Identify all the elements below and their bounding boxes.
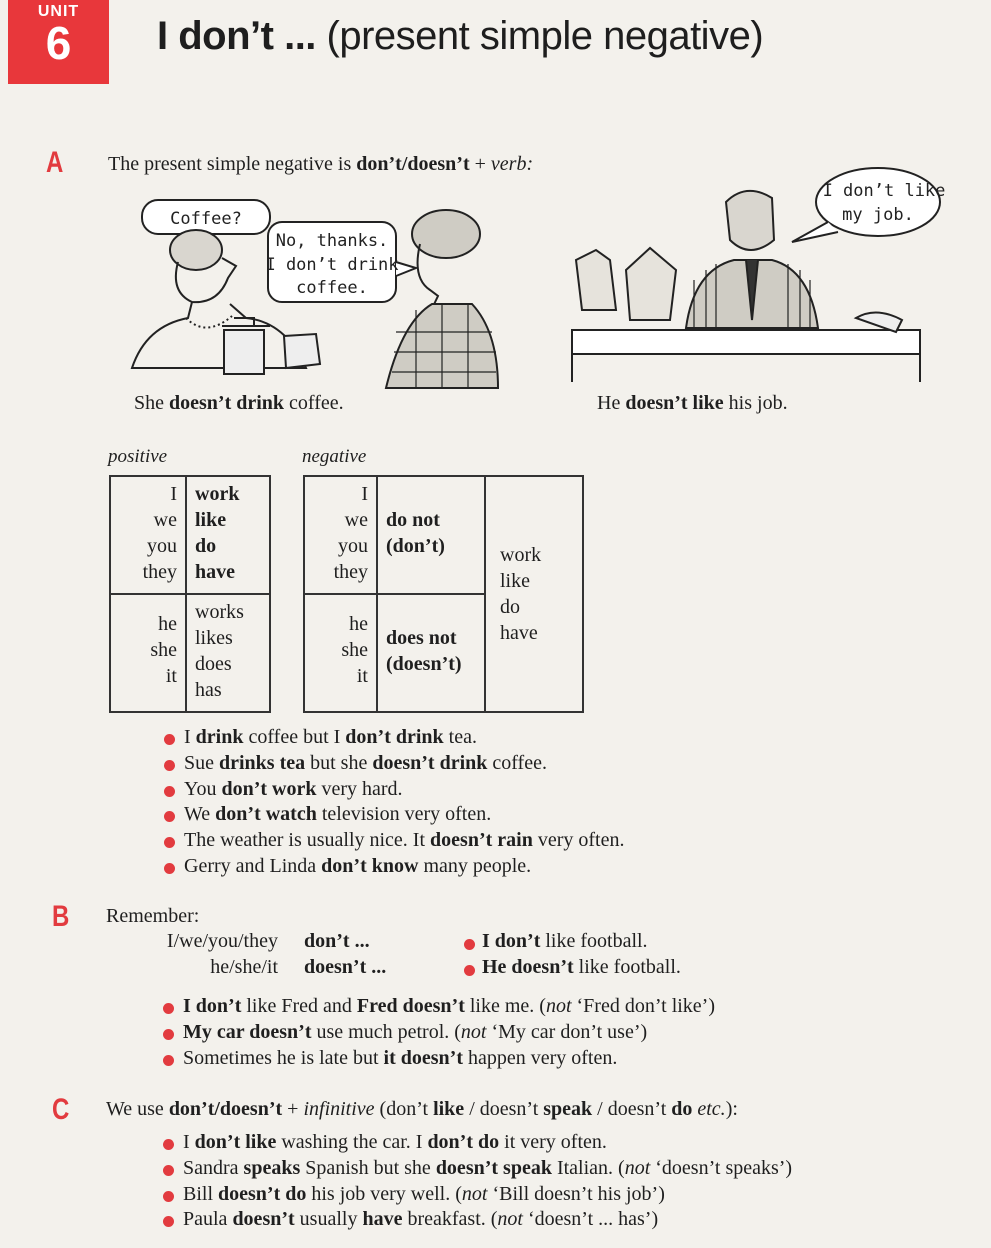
remember-pronouns: I/we/you/they bbox=[166, 930, 278, 952]
caption-text: his job. bbox=[723, 392, 788, 414]
verb: do bbox=[500, 596, 520, 618]
pronoun: she bbox=[341, 639, 368, 661]
negative-pronouns-1 bbox=[304, 476, 377, 594]
bubble-line-2: I don’t drink bbox=[265, 255, 399, 275]
bubble-tail bbox=[396, 262, 416, 276]
verb: have bbox=[500, 622, 538, 644]
example-sentence: Sometimes he is late but it doesn’t happen very often. bbox=[163, 1046, 715, 1072]
right-caption bbox=[597, 392, 788, 415]
section-c-intro: We use don’t/doesn’t + infinitive (don’t like / doesn’t speak / doesn’t do etc.): bbox=[106, 1098, 738, 1120]
pronoun: you bbox=[338, 535, 368, 557]
example-sentence: Paula doesn’t usually have breakfast. (not ‘doesn’t ... has’) bbox=[163, 1207, 792, 1233]
remember-row bbox=[136, 956, 681, 982]
negative-form: (doesn’t) bbox=[386, 653, 462, 675]
example-sentence: Gerry and Linda don’t know many people. bbox=[164, 854, 624, 880]
section-c-examples bbox=[163, 1130, 792, 1233]
bubble-line-3: coffee. bbox=[296, 278, 368, 298]
caption-text: She bbox=[134, 392, 169, 414]
example-sentence: The weather is usually nice. It doesn’t rain very often. bbox=[164, 828, 624, 854]
positive-pronouns-2 bbox=[110, 594, 186, 712]
title-bold: I don’t ... bbox=[157, 14, 316, 58]
positive-table bbox=[109, 475, 271, 713]
verb: has bbox=[195, 679, 222, 701]
example-sentence: My car doesn’t use much petrol. (not ‘My car don’t use’) bbox=[163, 1020, 715, 1046]
pronoun: it bbox=[356, 665, 368, 687]
verb: have bbox=[195, 561, 235, 583]
verb: works bbox=[195, 601, 244, 623]
caption-bold: doesn’t drink bbox=[169, 392, 285, 414]
pronoun: she bbox=[150, 639, 177, 661]
verb: like bbox=[195, 509, 227, 531]
negative-verbs bbox=[485, 476, 583, 712]
unit-number: 6 bbox=[45, 17, 72, 69]
pronoun: we bbox=[153, 509, 177, 531]
remember-form: don’t ... bbox=[304, 930, 370, 952]
bubble-line-1: No, thanks. bbox=[275, 231, 389, 251]
pronoun: we bbox=[344, 509, 368, 531]
intro-plus: + bbox=[469, 153, 491, 175]
negative-form-1 bbox=[377, 476, 485, 594]
coffee-illustration bbox=[126, 192, 506, 392]
man-figure bbox=[386, 210, 498, 388]
section-a-intro bbox=[108, 153, 533, 176]
negative-label: negative bbox=[302, 446, 367, 467]
section-b-examples bbox=[163, 994, 715, 1071]
page-title bbox=[157, 14, 763, 59]
caption-text: He bbox=[597, 392, 626, 414]
remember-table bbox=[136, 930, 681, 982]
example-sentence: You don’t work very hard. bbox=[164, 777, 624, 803]
remember-example: I don’t like football. bbox=[464, 930, 648, 956]
title-rest: (present simple negative) bbox=[315, 14, 764, 58]
negative-form: does not bbox=[386, 627, 457, 649]
pronoun: I bbox=[170, 483, 177, 505]
negative-pronouns-2 bbox=[304, 594, 377, 712]
intro-italic: verb: bbox=[490, 153, 534, 175]
example-sentence: I don’t like washing the car. I don’t do it very often. bbox=[163, 1130, 792, 1156]
pronoun: it bbox=[165, 665, 177, 687]
bubble-job-line-1: I don’t like bbox=[822, 181, 946, 201]
caption-text: coffee. bbox=[284, 392, 344, 414]
verb: do bbox=[195, 535, 217, 557]
remember-pronouns: he/she/it bbox=[210, 956, 278, 978]
section-b-letter: B bbox=[52, 900, 70, 933]
negative-table bbox=[303, 475, 584, 713]
example-sentence: I don’t like Fred and Fred doesn’t like me. (not ‘Fred don’t like’) bbox=[163, 994, 715, 1020]
remember-form: doesn’t ... bbox=[304, 956, 387, 978]
example-sentence: We don’t watch television very often. bbox=[164, 802, 624, 828]
section-c-letter: C bbox=[52, 1093, 70, 1126]
positive-label: positive bbox=[108, 446, 168, 467]
left-caption bbox=[134, 392, 344, 415]
unit-badge bbox=[8, 0, 109, 84]
section-a-examples bbox=[164, 725, 624, 880]
example-sentence: Sandra speaks Spanish but she doesn’t speak Italian. (not ‘doesn’t speaks’) bbox=[163, 1156, 792, 1182]
pronoun: they bbox=[142, 561, 177, 583]
intro-text: The present simple negative is bbox=[108, 153, 357, 175]
example-sentence: Bill doesn’t do his job very well. (not ‘Bill doesn’t his job’) bbox=[163, 1182, 792, 1208]
remember-example: He doesn’t like football. bbox=[464, 956, 681, 982]
bubble-coffee-text: Coffee? bbox=[170, 209, 242, 229]
positive-pronouns-1 bbox=[110, 476, 186, 594]
pronoun: he bbox=[158, 613, 177, 635]
office-illustration bbox=[566, 160, 946, 386]
pronoun: I bbox=[361, 483, 368, 505]
pronoun: he bbox=[349, 613, 368, 635]
verb: work bbox=[195, 483, 240, 505]
negative-form: do not bbox=[386, 509, 440, 531]
remember-label: Remember: bbox=[106, 905, 200, 927]
positive-verbs-2 bbox=[186, 594, 270, 712]
example-sentence: I drink coffee but I don’t drink tea. bbox=[164, 725, 624, 751]
intro-bold: don’t/doesn’t bbox=[356, 153, 470, 175]
section-a-letter: A bbox=[46, 146, 64, 179]
pronoun: they bbox=[333, 561, 368, 583]
verb: does bbox=[195, 653, 232, 675]
bubble-job-line-2: my job. bbox=[842, 205, 914, 225]
pronoun: you bbox=[147, 535, 177, 557]
verb: likes bbox=[195, 627, 233, 649]
positive-verbs-1 bbox=[186, 476, 270, 594]
negative-form-2 bbox=[377, 594, 485, 712]
verb: work bbox=[500, 544, 542, 566]
remember-row bbox=[136, 930, 681, 956]
verb: like bbox=[500, 570, 530, 592]
unit-label: UNIT bbox=[37, 3, 80, 20]
speech-bubble-job bbox=[816, 168, 940, 236]
example-sentence: Sue drinks tea but she doesn’t drink coffee. bbox=[164, 751, 624, 777]
caption-bold: doesn’t like bbox=[625, 392, 724, 414]
negative-form: (don’t) bbox=[386, 535, 445, 557]
